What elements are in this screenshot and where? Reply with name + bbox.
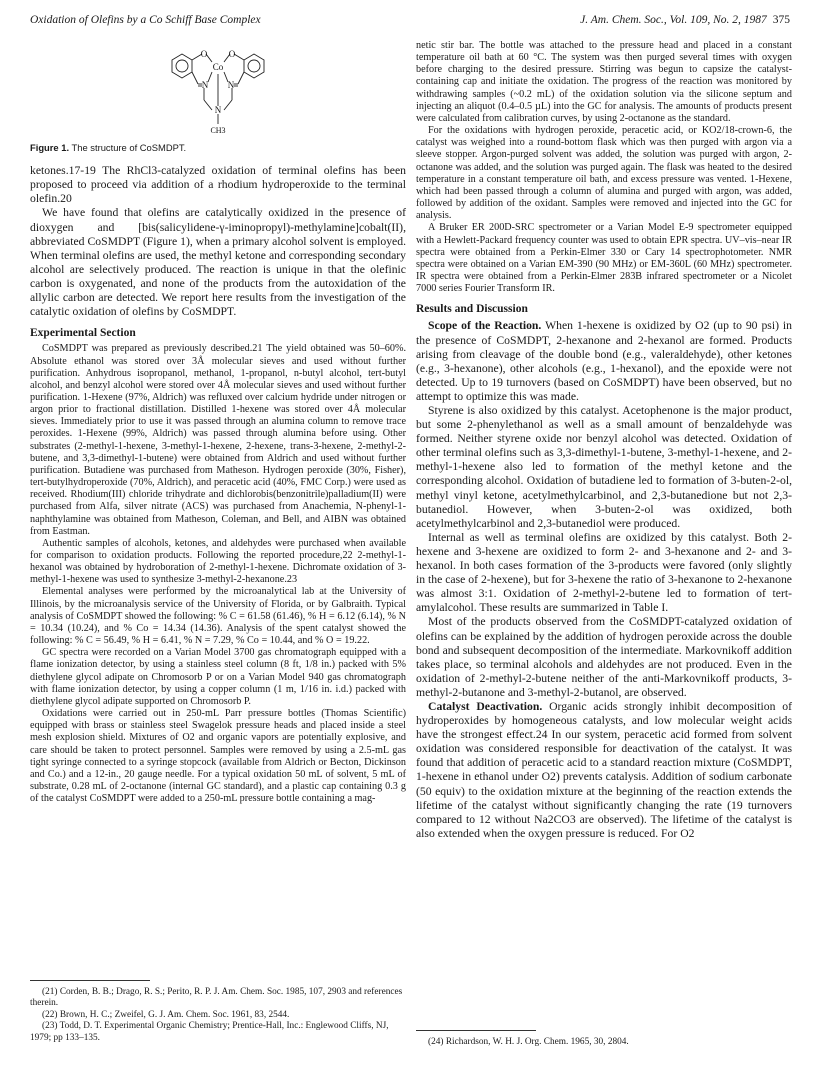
figure-caption-text: The structure of CoSMDPT. [71, 142, 187, 153]
body-paragraph: Internal as well as terminal olefins are oxidized by this catalyst. Both 2-hexene and 3-hexene are oxidized to form 2- and 3-hexanone and 2- and 3-hexanol. In both cases formation of the 3-products were favored (only slightly in the case of 2-hexene), but for 3-hexene the ratio of 3-hexanone to 2-hexanone was almost 3:1. Oxidation of 2-methyl-2-butene led to formation of tert-amylalcohol. These results are summarized in Table I. [416, 530, 792, 615]
journal-name: J. Am. Chem. Soc., Vol. 109, No. 2, 1987 [580, 14, 767, 26]
right-footnotes [416, 1030, 792, 1048]
body-paragraph: Styrene is also oxidized by this catalyst. Acetophenone is the major product, but some 2-phenylethanol as well as a small amount of benzaldehyde was formed. Neither styrene oxide nor benzyl alcohol was detected. Oxidation of other terminal olefins such as 3,3-dimethyl-1-butene, 3-methyl-1-hexene, and 2-methyl-1-hexene also led to formation of the methyl ketone and the corresponding alcohol. Oxidation of butadiene led to formation of 3-buten-2-ol, methyl vinyl ketone, acetylmethylcarbinol, and 2,3-butanedione but not 2,3-butanediol. However, when 3-buten-2-ol was oxidized, both acetylmethylcarbinol and 2,3-butanediol were produced. [416, 404, 792, 530]
footnote: (24) Richardson, W. H. J. Org. Chem. 1965, 30, 2804. [428, 1037, 629, 1047]
intro-paragraph: We have found that olefins are catalytically oxidized in the presence of dioxygen and [bis(salicylidene-γ-iminopropyl)-methylamine]cobalt(II), abbreviated CoSMDPT (Figure 1), when a primary alcohol solvent is employed. When terminal olefins are used, the methyl ketone and corresponding secondary alcohol are selectively produced. The reaction is unique in that the olefinic carbon is oxygenated, and none of the products from the autoxidation of the allylic carbon are detected. We report here results from the investigation of the catalytic oxidation of olefins by CoSMDPT. [30, 206, 406, 319]
figure-caption [30, 142, 406, 154]
body-paragraph: A Bruker ER 200D-SRC spectrometer or a Varian Model E-9 spectrometer equipped with a Hewlett-Packard frequency counter was used to obtain EPR spectra. UV–vis–near IR spectra were obtained from a Perkin-Elmer 330 or Cary 14 spectrophotometer. NMR spectra were obtained on a Varian EM-390 (90 MHz) or EM-360L (60 MHz) spectrometer. IR spectra were obtained from a Perkin-Elmer 283B infrared spectrometer or a Nicolet 7000 series Fourier Transform IR. [416, 222, 792, 295]
body-paragraph: For the oxidations with hydrogen peroxide, peracetic acid, or KO2/18-crown-6, the catalyst was weighed into a round-bottom flask which was then purged with argon via a sleeve stopper. Argon-purged solvent was added, the solution was purged with argon, 2-octanone was added, and the solution was purged again. The flask was heated to the desired temperature in a constant temperature oil bath, and excess pressure was vented. 1-Hexene, which had been passed through a column of alumina and purged with argon, was added, followed by addition of the oxidant. Samples were removed and injected into the GC for analysis. [416, 125, 792, 222]
atom-o-left: O [200, 49, 208, 59]
subsection-title: Scope of the Reaction. [428, 319, 542, 333]
left-column [30, 40, 406, 805]
atom-o-right: O [228, 49, 236, 59]
body-paragraph: Catalyst Deactivation. Organic acids strongly inhibit decomposition of hydroperoxides by homogeneous catalysts, and low molecular weight acids have the strongest effect.24 In our system, peracetic acid formed from solvent oxidation was considered responsible for deactivation of the catalyst. It was found that addition of peracetic acid to a standard reaction mixture (CoSMDPT, 1-hexene in ethanol under O2) prevents catalysis. Addition of sodium carbonate (50 equiv) to the oxidation mixture at the beginning of the reaction extends the lifetime of the catalyst without significantly changing the rate (19 turnovers compared to 12 without Na2CO3 are observed). The lifetime of the catalyst is also extended when the oxygen pressure is reduced. For O2 [416, 699, 792, 840]
body-paragraph: Most of the products observed from the CoSMDPT-catalyzed oxidation of olefins can be explained by the addition of hydrogen peroxide across the double bond and subsequent decomposition of the intermediate. Markovnikoff addition takes place, so terminal alcohols and aldehydes are not produced. Even in the oxidation of 2-methyl-2-butene neither of the anti-Markovnikoff products, 3-methyl-2-butanone and 3-methyl-2-butanol, are observed. [416, 615, 792, 699]
page-number: 375 [772, 14, 790, 26]
atom-cobalt: Co [212, 62, 224, 72]
introduction-text [30, 164, 406, 319]
body-paragraph: CoSMDPT was prepared as previously described.21 The yield obtained was 50–60%. Absolute ethanol was stored over 3Å molecular sieves and used without further purification. Anhydrous isopropanol, methanol, 1-propanol, n-butyl alcohol, tert-butyl alcohol, and benzyl alcohol were stored over 4Å molecular sieves and used without further purification. 1-Hexene (97%, Aldrich) was refluxed over calcium hydride under nitrogen or argon prior to fractional distillation. Distilled 1-hexene was stored over 4Å molecular sieves. Immediately prior to use it was passed through an alumina column to remove trace peroxides. 1-Hexene (99%, Aldrich) was passed through alumina before using. Other substrates (2-methyl-1-hexene, 3-methyl-1-hexene, 2-hexene, trans-3-hexene, 2-methyl-2-butene, and 3,3-dimethyl-1-butene) were obtained from Aldrich and used without further purification. Butadiene was purchased from Matheson. Hydrogen peroxide (30%, Fisher), tert-butylhydroperoxide (70%, Aldrich), and peracetic acid (40%, FMC Corp.) were used as received. Rhodium(III) chloride trihydrate and dichlorobis(benzonitrile)palladium(II) were purchased from Alfa, silver nitrate (ACS) was purchased from Anachemia, N-phenyl-1-naphthylamine was obtained from Matheson, Coleman, and Bell, and AIBN was obtained from Eastman. [30, 343, 406, 537]
atom-n-left: N [201, 80, 209, 90]
body-paragraph: Elemental analyses were performed by the microanalytical lab at the University of Illinois, by the microanalysis service of the University of Florida, or by Galbraith. Typical analysis of CoSMDPT showed the following: % C = 61.58 (61.46), % H = 6.12 (6.14), % N = 10.34 (10.24), and % Co = 14.34 (14.36). Analysis of the spent catalyst showed the following: % C = 56.49, % H = 6.41, % N = 7.29, % Co = 10.44, and % O = 19.22. [30, 586, 406, 647]
running-title: Oxidation of Olefins by a Co Schiff Base Complex [30, 14, 261, 26]
subsection-title: Catalyst Deactivation. [428, 699, 543, 713]
figure-label: Figure 1. [30, 142, 70, 153]
left-footnotes [30, 980, 406, 1044]
running-header [30, 14, 790, 30]
body-paragraph: Authentic samples of alcohols, ketones, and aldehydes were purchased when available for comparison to oxidation products. Following the reported procedure,22 2-methyl-1-hexanol was obtained by hydroboration of 2-methyl-1-hexene. Dichromate oxidation of 3-methyl-1-hexene was used to synthesize 3-methyl-2-hexanone.23 [30, 537, 406, 586]
footnote: (22) Brown, H. C.; Zweifel, G. J. Am. Chem. Soc. 1961, 83, 2544. [42, 1009, 290, 1020]
footnote: (21) Corden, B. B.; Drago, R. S.; Perito, R. P. J. Am. Chem. Soc. 1985, 107, 2903 and references therein. [30, 987, 403, 1009]
section-heading-experimental: Experimental Section [30, 327, 136, 340]
atom-n-central: N [214, 105, 222, 115]
body-paragraph: GC spectra were recorded on a Varian Model 3700 gas chromatograph equipped with a flame ionization detector, by using a stainless steel column (8 ft, 1/8 in.) packed with 5% diethylene glycol adipate on Chromosorb P or on a Varian Model 940 gas chromatograph with flame ionization detector, by using a copper column (1 m, 1/16 in. i.d.) packed with diethylene glycol adipate supported on Chromosorb P. [30, 647, 406, 707]
journal-citation [580, 14, 790, 26]
cosmdpt-structure-diagram [164, 40, 272, 136]
atom-n-right: N [227, 80, 235, 90]
body-paragraph: Oxidations were carried out in 250-mL Parr pressure bottles (Thomas Scientific) equipped with brass or stainless steel Swagelok pressure heads and placed inside a steel mesh explosion shield. Mixtures of O2 and organic vapors are potentially explosive, and care should be taken to protect personnel. Samples were removed by using a 2.5-mL gas tight syringe connected to a syringe stopcock (available from Aldrich or Becton, Dickinson and Co.) and a 12-in., 20 gauge needle. For a typical oxidation 50 mL of solvent, 5 mL of substrate, 0.28 mL of 2-octanone (internal GC standard), and a plastic cap containing 0.3 g of the catalyst CoSMDPT were added to a 250-mL pressure bottle containing a mag- [30, 708, 406, 805]
intro-paragraph: ketones.17-19 The RhCl3-catalyzed oxidation of terminal olefins has been proposed to proceed via addition of a rhodium hydroperoxide to the terminal olefin.20 [30, 164, 406, 206]
footnote: (23) Todd, D. T. Experimental Organic Chemistry; Prentice-Hall, Inc.: Englewood Cliffs, NJ, 1979; pp 133–135. [30, 1021, 389, 1043]
results-text [416, 319, 792, 840]
body-paragraph: netic stir bar. The bottle was attached to the pressure head and placed in a constant temperature oil bath at 60 °C. The system was then purged several times with oxygen before charging to the desired pressure. Stirring was begun to capsize the catalyst-containing cap and initiate the oxidation. The progress of the reaction was monitored by withdrawing samples (~0.2 mL) of the oxidation solution via the silicone septum and injecting an aliquot (0.4–0.5 µL) into the GC for analysis. The amounts of products present were calculated from calibration curves, by using 2-octanone as the standard. [416, 40, 792, 124]
figure-1 [30, 40, 406, 138]
body-paragraph: Scope of the Reaction. When 1-hexene is oxidized by O2 (up to 90 psi) in the presence of CoSMDPT, 2-hexanone and 2-hexanol are formed. Products arising from cleavage of the double bond (e.g., valeraldehyde), other ketones (e.g., 3-hexanone), other alcohols (e.g., 1-hexanol), and the epoxide were not detected. Up to 19 turnovers (based on CoSMDPT) have been observed, but no attempt to optimize this was made. [416, 319, 792, 403]
right-column [416, 40, 792, 841]
section-heading-results: Results and Discussion [416, 303, 528, 316]
footnote-rule [30, 980, 150, 981]
footnote-rule [416, 1030, 536, 1031]
methyl-group: CH3 [210, 126, 226, 135]
